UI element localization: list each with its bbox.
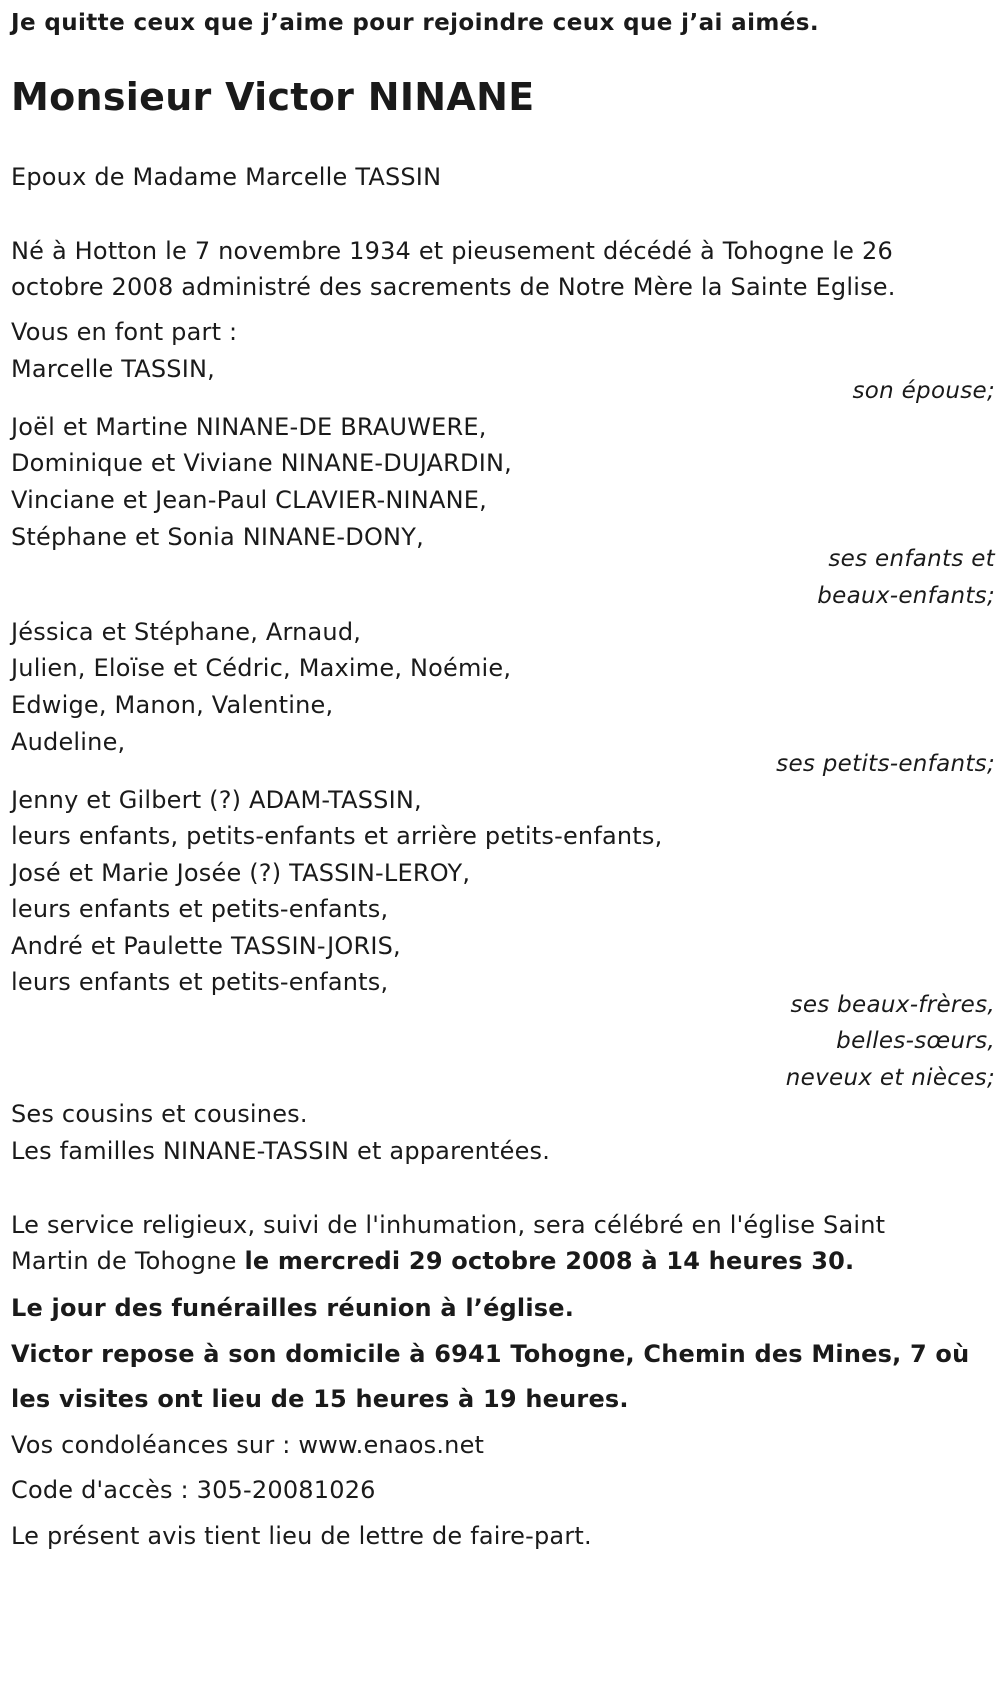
service-line: Le service religieux, suivi de l'inhumation, sera célébré en l'église Saint <box>11 1211 886 1239</box>
family-name-line: Dominique et Viviane NINANE-DUJARDIN, <box>11 449 512 477</box>
family-name-line: Stéphane et Sonia NINANE-DONY, <box>11 523 424 551</box>
family-name-line: Jéssica et Stéphane, Arnaud, <box>11 618 362 646</box>
families-line: Les familles NINANE-TASSIN et apparentées. <box>11 1137 551 1165</box>
family-name-line: José et Marie Josée (?) TASSIN-LEROY, <box>11 859 471 887</box>
bio-line: octobre 2008 administré des sacrements de Notre Mère la Sainte Eglise. <box>11 273 896 301</box>
family-role: beaux-enfants; <box>817 583 995 609</box>
announce-intro: Vous en font part : <box>11 318 238 346</box>
family-name-line: Edwige, Manon, Valentine, <box>11 691 334 719</box>
family-name-line: Joël et Martine NINANE-DE BRAUWERE, <box>11 413 487 441</box>
family-role: ses petits-enfants; <box>776 751 995 777</box>
gathering-line: Le jour des funérailles réunion à l’église. <box>11 1294 575 1322</box>
family-name-line: Jenny et Gilbert (?) ADAM-TASSIN, <box>11 786 422 814</box>
service-datetime: le mercredi 29 octobre 2008 à 14 heures 30. <box>244 1247 855 1275</box>
rest-line: les visites ont lieu de 15 heures à 19 heures. <box>11 1385 629 1413</box>
family-role: belles-sœurs, <box>836 1028 995 1054</box>
family-name-line: Julien, Eloïse et Cédric, Maxime, Noémie, <box>11 654 512 682</box>
family-role: ses enfants et <box>828 546 995 572</box>
opening-quote: Je quitte ceux que j’aime pour rejoindre ceux que j’ai aimés. <box>11 10 819 36</box>
spouse-line: Epoux de Madame Marcelle TASSIN <box>11 163 442 191</box>
service-location: Martin de Tohogne <box>11 1247 245 1275</box>
family-name-line: leurs enfants, petits-enfants et arrière petits-enfants, <box>11 822 663 850</box>
condolences-line: Vos condoléances sur : www.enaos.net <box>11 1431 485 1459</box>
family-role: ses beaux-frères, <box>790 992 995 1018</box>
access-code-line: Code d'accès : 305-20081026 <box>11 1476 376 1504</box>
closing-line: Le présent avis tient lieu de lettre de faire-part. <box>11 1522 592 1550</box>
bio-line: Né à Hotton le 7 novembre 1934 et pieusement décédé à Tohogne le 26 <box>11 237 893 265</box>
family-name-line: Audeline, <box>11 728 126 756</box>
family-name-line: leurs enfants et petits-enfants, <box>11 895 389 923</box>
service-line <box>11 1246 854 1276</box>
family-name-line: André et Paulette TASSIN-JORIS, <box>11 932 401 960</box>
rest-line: Victor repose à son domicile à 6941 Tohogne, Chemin des Mines, 7 où <box>11 1340 970 1368</box>
family-role: neveux et nièces; <box>785 1065 995 1091</box>
family-name-line: Vinciane et Jean-Paul CLAVIER-NINANE, <box>11 486 487 514</box>
family-name-line: leurs enfants et petits-enfants, <box>11 968 389 996</box>
family-name-line: Marcelle TASSIN, <box>11 355 215 383</box>
family-role: son épouse; <box>852 378 995 404</box>
cousins-line: Ses cousins et cousines. <box>11 1100 308 1128</box>
deceased-name: Monsieur Victor NINANE <box>11 75 535 119</box>
